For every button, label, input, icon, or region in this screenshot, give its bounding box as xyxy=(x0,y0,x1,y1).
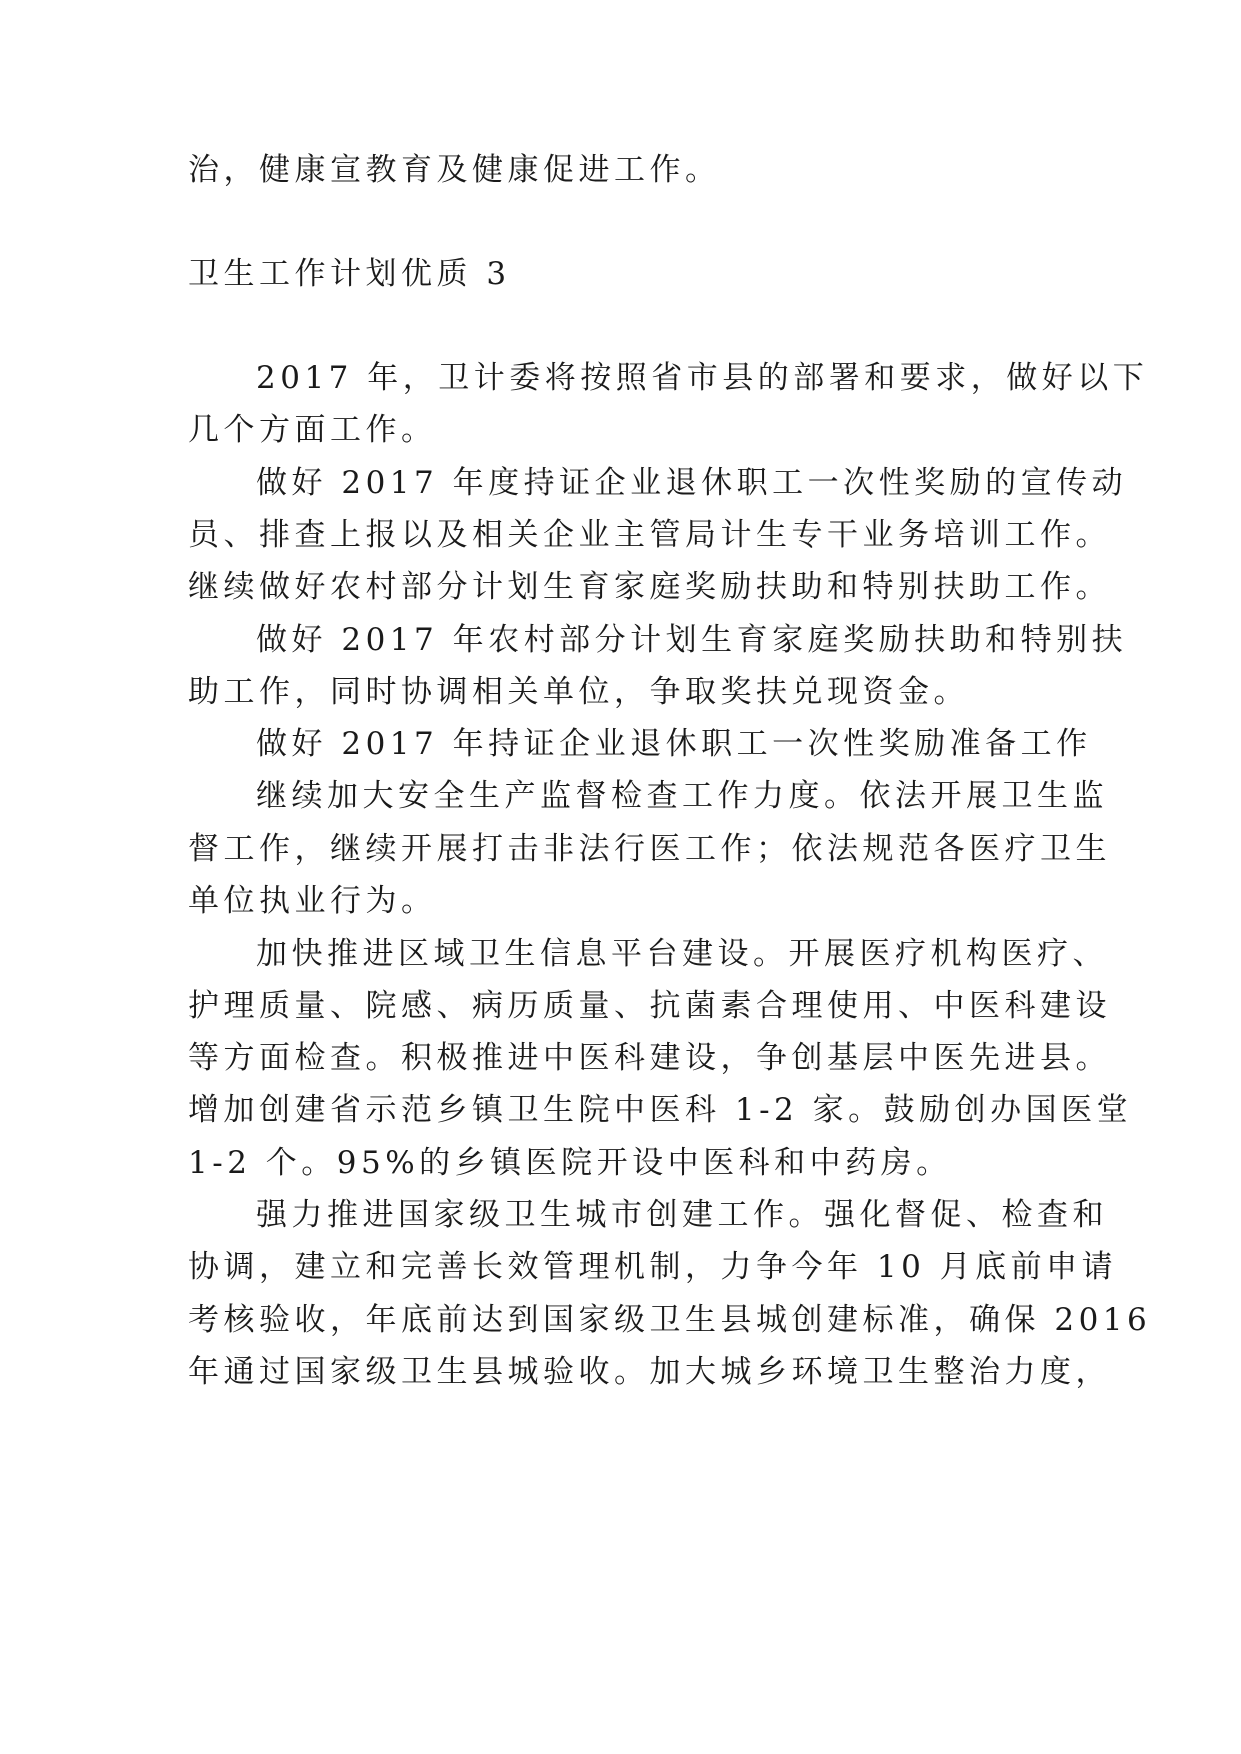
text-line: 考核验收，年底前达到国家级卫生县城创建标准，确保 2016 xyxy=(188,1302,1152,1338)
text-line: 继续加大安全生产监督检查工作力度。依法开展卫生监 xyxy=(256,778,1108,814)
text-line: 护理质量、院感、病历质量、抗菌素合理使用、中医科建设 xyxy=(188,988,1111,1024)
section-heading: 卫生工作计划优质 3 xyxy=(188,256,511,292)
text-line: 增加创建省示范乡镇卫生院中医科 1-2 家。鼓励创办国医堂 xyxy=(188,1092,1133,1128)
text-line: 继续做好农村部分计划生育家庭奖励扶助和特别扶助工作。 xyxy=(188,569,1111,605)
text-line: 做好 2017 年持证企业退休职工一次性奖励准备工作 xyxy=(256,726,1092,762)
text-line: 1-2 个。95%的乡镇医院开设中医科和中药房。 xyxy=(188,1145,952,1181)
text-line: 督工作，继续开展打击非法行医工作；依法规范各医疗卫生 xyxy=(188,831,1111,867)
text-line: 做好 2017 年农村部分计划生育家庭奖励扶助和特别扶 xyxy=(256,622,1128,658)
text-line: 治，健康宣教育及健康促进工作。 xyxy=(188,152,721,188)
text-line: 等方面检查。积极推进中医科建设，争创基层中医先进县。 xyxy=(188,1040,1111,1076)
text-line: 协调，建立和完善长效管理机制，力争今年 10 月底前申请 xyxy=(188,1249,1118,1285)
text-line: 加快推进区域卫生信息平台建设。开展医疗机构医疗、 xyxy=(256,936,1108,972)
text-line: 员、排查上报以及相关企业主管局计生专干业务培训工作。 xyxy=(188,517,1111,553)
text-line: 几个方面工作。 xyxy=(188,412,437,448)
text-line: 助工作，同时协调相关单位，争取奖扶兑现资金。 xyxy=(188,674,969,710)
text-line: 强力推进国家级卫生城市创建工作。强化督促、检查和 xyxy=(256,1197,1108,1233)
text-line: 2017 年，卫计委将按照省市县的部署和要求，做好以下 xyxy=(256,360,1149,396)
text-line: 做好 2017 年度持证企业退休职工一次性奖励的宣传动 xyxy=(256,465,1128,501)
text-line: 单位执业行为。 xyxy=(188,883,437,919)
text-line: 年通过国家级卫生县城验收。加大城乡环境卫生整治力度， xyxy=(188,1354,1111,1390)
